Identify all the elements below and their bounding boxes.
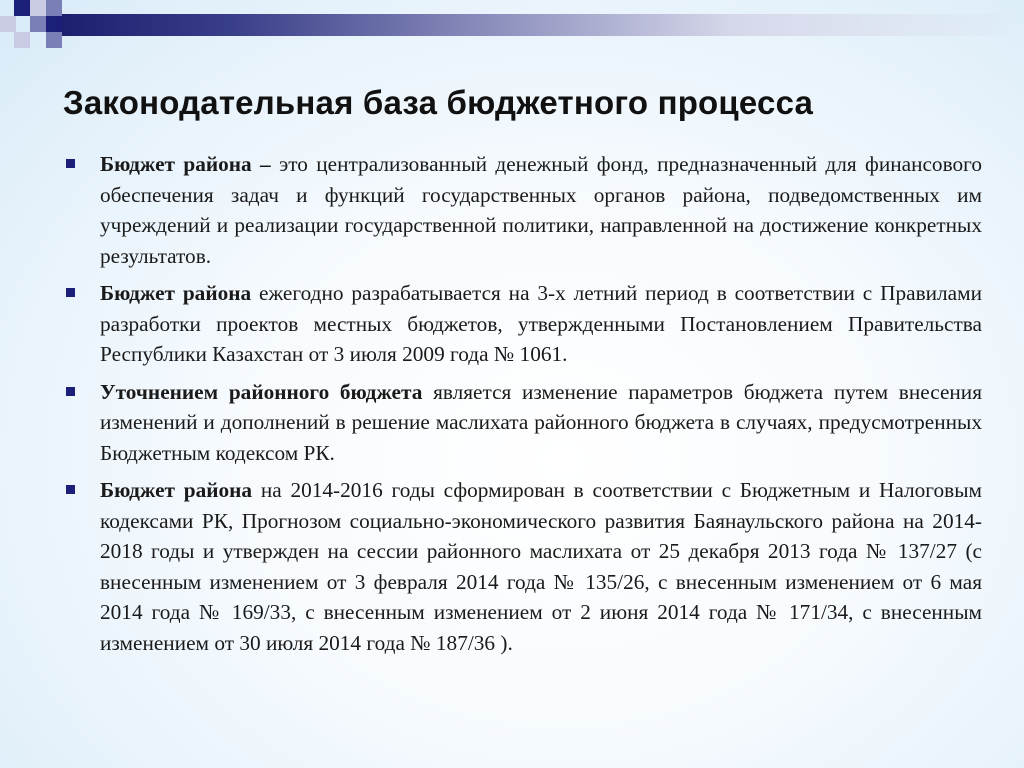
decor-square xyxy=(46,32,62,48)
bullet-body: на 2014-2016 годы сформирован в соответствии с Бюджетным и Налоговым кодексами РК, Прогнозом социально-экономического развития Баянаульского района на 2014-2018 годы и утвержден на сессии районного маслихата от 25 декабря 2013 года № 137/27 (с внесенным изменением от 3 февраля 2014 года № 135/26, с внесенным изменением от 6 мая 2014 года № 169/33, с внесенным изменением от 2 июня 2014 года № 171/34, с внесенным изменением от 30 июля 2014 года № 187/36 ). xyxy=(100,478,982,655)
bullet-item xyxy=(62,377,982,469)
decor-square xyxy=(30,16,46,32)
bullet-term: Бюджет района – xyxy=(100,152,271,176)
bullet-item xyxy=(62,278,982,370)
bullet-item xyxy=(62,475,982,658)
square-bullet-icon xyxy=(66,288,75,297)
bullet-item xyxy=(62,149,982,271)
decor-square xyxy=(14,32,30,48)
square-bullet-icon xyxy=(66,159,75,168)
bullet-body: является изменение параметров бюджета путем внесения изменений и дополнений в решение маслихата районного бюджета в случаях, предусмотренных Бюджетным кодексом РК. xyxy=(100,379,982,465)
bullet-list xyxy=(62,149,982,665)
bullet-body: это централизованный денежный фонд, предназначенный для финансового обеспечения задач и функций государственных органов района, подведомственных им учреждений и реализации государственной политики, направленной на достижение конкретных результатов. xyxy=(100,152,982,268)
bullet-term: Бюджет района xyxy=(100,478,253,502)
bullet-term: Уточнением районного бюджета xyxy=(100,379,423,404)
decor-square xyxy=(46,16,62,32)
decor-square xyxy=(14,0,30,16)
bullet-text xyxy=(100,377,982,469)
bullet-text xyxy=(100,278,982,370)
bullet-text xyxy=(100,149,982,271)
header-gradient-bar xyxy=(62,14,1024,36)
decor-square xyxy=(30,0,46,16)
decor-square xyxy=(0,16,16,32)
bullet-body: ежегодно разрабатывается на 3-х летний период в соответствии с Правилами разработки проектов местных бюджетов, утвержденными Постановлением Правительства Республики Казахстан от 3 июля 2009 года № 1061. xyxy=(100,281,982,366)
bullet-text xyxy=(100,475,982,658)
decorative-header-strip xyxy=(0,0,1024,48)
decor-square xyxy=(46,0,62,16)
slide-title: Законодательная база бюджетного процесса xyxy=(63,84,814,121)
square-bullet-icon xyxy=(66,485,75,494)
square-bullet-icon xyxy=(66,387,75,396)
bullet-term: Бюджет района xyxy=(100,281,252,305)
